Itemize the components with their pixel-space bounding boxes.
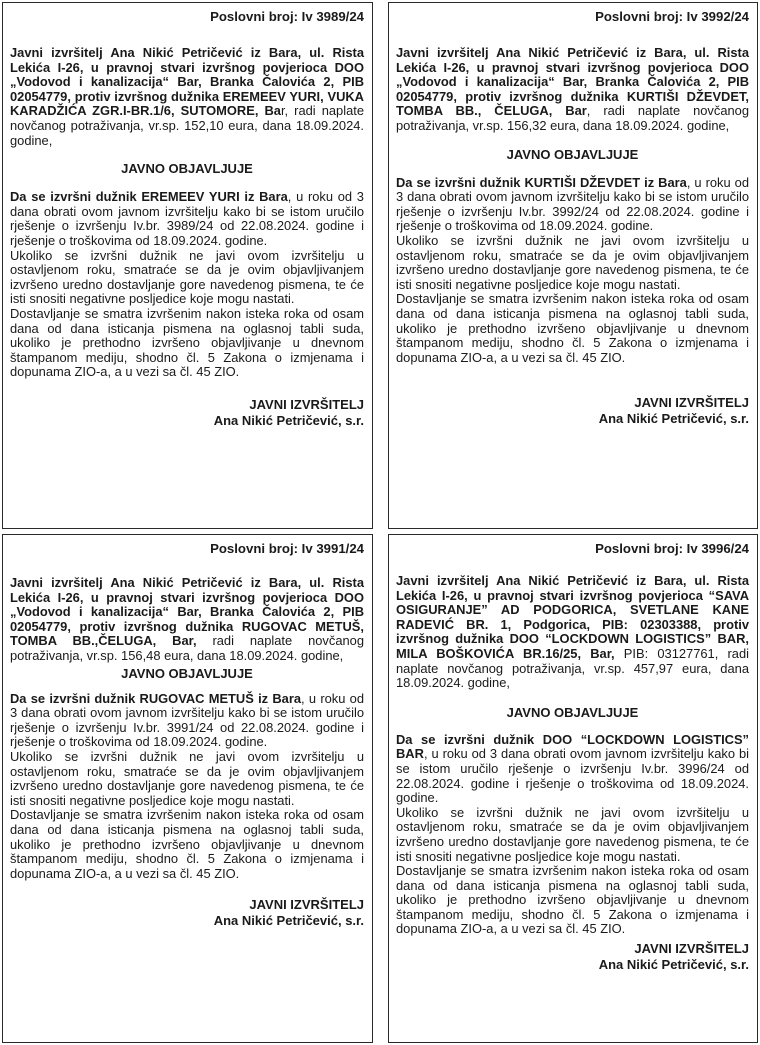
intro-bold-text: Javni izvršitelj Ana Nikić Petričević iz Bara, ul. Rista Lekića I-26, u pravnoj stvari izvršnog povjerioca DOO „Vodovod i kanalizacija“ Bar, Branka Čalovića 2, PIB 02054779, protiv izvršnog dužnika RUGOVAC METUŠ, TOMBA BB.,ČELUGA, Bar, — [10, 575, 364, 649]
notice-heading: JAVNO OBJAVLJUJE — [121, 665, 253, 681]
body-paragraph-1 — [396, 733, 749, 806]
signature-block — [396, 395, 749, 427]
signature-title: JAVNI IZVRŠITELJ — [634, 941, 749, 957]
body-paragraph-2: Ukoliko se izvršni dužnik ne javi ovom izvršitelju u ostavljenom roku, smatraće se da je ovim objavljivanjem izvršeno uredno dostavljanje gore navedenog pismena, te će isti snositi negativne posljedice koje mogu nastati. — [396, 232, 749, 292]
signature-title: JAVNI IZVRŠITELJ — [634, 395, 749, 411]
notice-body — [396, 733, 749, 937]
intro-bold-text: Javni izvršitelj Ana Nikić Petričević iz Bara, ul. Rista Lekića I-26, u pravnoj stvari izvršnog povjerioca “SAVA OSIGURANJE” AD PODGORICA, SVETLANE KANE RADEVIĆ BR. 1, Podgorica, PIB: 02303388, protiv izvršnog dužnika DOO “LOCKDOWN LOGISTICS” BAR, MILA BOŠKOVIĆA BR.16/25, Bar, — [396, 573, 749, 661]
body-paragraph-3: Dostavljanje se smatra izvršenim nakon isteka roka od osam dana od dana isticanja pismena na oglasnoj tabli suda, ukoliko je prethodno izvršeno objavljivanje u dnevnom štampanom mediju, shodno čl. 5 Zakona o izmjenama i dopunama ZIO-a, a u vezi sa čl. 45 ZIO. — [10, 807, 364, 881]
notice-body — [10, 692, 364, 882]
notice-box — [388, 534, 758, 1043]
body-paragraph-3: Dostavljanje se smatra izvršenim nakon isteka roka od osam dana od dana isticanja pismena na oglasnoj tabli suda, ukoliko je prethodno izvršeno objavljivanje u dnevnom štampanom mediju, shodno čl. 5 Zakona o izmjenama i dopunama ZIO-a, a u vezi sa čl. 45 ZIO. — [10, 305, 364, 380]
signature-title: JAVNI IZVRŠITELJ — [249, 396, 364, 412]
body-text: , u roku od 3 dana obrati ovom javnom izvršitelju kako bi se istom uručilo rješenje o izvršenju Iv.br. 3989/24 od 22.08.2024. godine i rješenje o troškovima od 18.09.2024. godine. — [10, 189, 364, 248]
case-number: Poslovni broj: Iv 3996/24 — [595, 541, 749, 556]
notice-intro — [396, 574, 749, 691]
debtor-bold-text: Da se izvršni dužnik EREMEEV YURI iz Bara — [10, 189, 288, 205]
body-text: , u roku od 3 dana obrati ovom javnom izvršitelju kako bi se istom uručilo rješenje o izvršenju Iv.br. 3996/24 od 22.08.2024. godine i rješenje o troškovima od 18.09.2024. godine. — [396, 746, 749, 806]
debtor-bold-text: Da se izvršni dužnik KURTIŠI DŽEVDET iz Bara — [396, 174, 687, 190]
notice-body — [10, 190, 364, 380]
intro-text: , radi naplate novčanog potraživanja, vr.sp. 156,32 eura, dana 18.09.2024. godine, — [396, 103, 749, 133]
intro-text: PIB: 03127761, radi naplate novčanog potraživanja, vr.sp. 457,97 eura, dana 18.09.2024. godine, — [396, 645, 749, 691]
case-number: Poslovni broj: Iv 3989/24 — [210, 9, 364, 24]
debtor-bold-text: Da se izvršni dužnik RUGOVAC METUŠ iz Bara — [10, 690, 302, 706]
intro-bold-text: Javni izvršitelj Ana Nikić Petričević iz Bara, ul. Rista Lekića I-26, u pravnoj stvari izvršnog povjerioca DOO „Vodovod i kanalizacija“ Bar, Branka Čalovića 2, PIB 02054779, protiv izvršnog dužnika KURTIŠI DŽEVDET, TOMBA BB., ČELUGA, Bar — [396, 45, 749, 119]
case-number: Poslovni broj: Iv 3991/24 — [210, 541, 364, 556]
notice-box — [2, 534, 373, 1043]
intro-bold-text: Javni izvršitelj Ana Nikić Petričević iz Bara, ul. Rista Lekića I-26, u pravnoj stvari izvršnog povjerioca DOO „Vodovod i kanalizacija“ Bar, Branka Čalovića 2, PIB 02054779, protiv izvršnog dužnika EREMEEV YURI, VUKA KARADŽIĆA ZGR.I-BR.1/6, SUTOMORE, Ba — [10, 45, 364, 119]
signature-name: Ana Nikić Petričević, s.r. — [598, 411, 749, 427]
notice-heading: JAVNO OBJAVLJUJE — [121, 161, 253, 177]
body-paragraph-1 — [10, 692, 364, 750]
signature-name: Ana Nikić Petričević, s.r. — [598, 957, 749, 973]
body-paragraph-2: Ukoliko se izvršni dužnik ne javi ovom izvršitelju u ostavljenom roku, smatraće se da je ovim objavljivanjem izvršeno uredno dostavljanje gore navedenog pismena, te će isti snositi negativne posljedice koje mogu nastati. — [396, 804, 749, 864]
body-text: , u roku od 3 dana obrati ovom javnom izvršitelju kako bi se istom uručilo rješenje o izvršenju Iv.br. 3991/24 od 22.08.2024. godine i rješenje o troškovima od 18.09.2024. godine. — [10, 690, 364, 750]
signature-title: JAVNI IZVRŠITELJ — [249, 897, 364, 913]
signature-block — [396, 941, 749, 973]
notice-heading: JAVNO OBJAVLJUJE — [506, 704, 639, 720]
body-text: , u roku od 3 dana obrati ovom javnom izvršitelju kako bi se istom uručilo rješenje o izvršenju Iv.br. 3992/24 od 22.08.2024. godine i rješenje o troškovima od 18.09.2024. godine. — [396, 174, 749, 234]
intro-text: radi naplate novčanog potraživanja, vr.sp. 156,48 eura, dana 18.09.2024. godine, — [10, 633, 364, 663]
body-paragraph-1 — [10, 190, 364, 248]
notice-body — [396, 176, 749, 366]
body-paragraph-3: Dostavljanje se smatra izvršenim nakon isteka roka od osam dana od dana isticanja pismena na oglasnoj tabli suda, ukoliko je prethodno izvršeno objavljivanje u dnevnom štampanom mediju, shodno čl. 5 Zakona o izmjenama i dopunama ZIO-a, a u vezi sa čl. 45 ZIO. — [396, 291, 749, 365]
case-number: Poslovni broj: Iv 3992/24 — [595, 9, 749, 24]
notice-intro — [396, 46, 749, 134]
signature-name: Ana Nikić Petričević, s.r. — [213, 412, 364, 428]
body-paragraph-3: Dostavljanje se smatra izvršenim nakon isteka roka od osam dana od dana isticanja pismena na oglasnoj tabli suda, ukoliko je prethodno izvršeno objavljivanje u dnevnom štampanom mediju, shodno čl. 5 Zakona o izmjenama i dopunama ZIO-a, a u vezi sa čl. 45 ZIO. — [396, 863, 749, 937]
debtor-bold-text: Da se izvršni dužnik DOO “LOCKDOWN LOGISTICS” BAR — [396, 731, 749, 762]
notice-intro — [10, 576, 364, 664]
notice-heading: JAVNO OBJAVLJUJE — [506, 146, 639, 162]
notice-box — [2, 2, 373, 529]
intro-text: r, radi naplate novčanog potraživanja, vr.sp. 152,10 eura, dana 18.09.2024. godine, — [10, 103, 364, 148]
body-paragraph-2: Ukoliko se izvršni dužnik ne javi ovom izvršitelju u ostavljenom roku, smatraće se da je ovim objavljivanjem izvršeno uredno dostavljanje gore navedenog pismena, te će isti snositi negativne posljedice koje mogu nastati. — [10, 748, 364, 808]
body-paragraph-2: Ukoliko se izvršni dužnik ne javi ovom izvršitelju u ostavljenom roku, smatraće se da je ovim objavljivanjem izvršeno uredno dostavljanje gore navedenog pismena, te će isti snositi negativne posljedice koje mogu nastati. — [10, 247, 364, 307]
notice-box — [388, 2, 758, 529]
notice-intro — [10, 46, 364, 148]
signature-block — [10, 397, 364, 429]
body-paragraph-1 — [396, 176, 749, 234]
signature-name: Ana Nikić Petričević, s.r. — [213, 913, 364, 929]
signature-block — [10, 897, 364, 929]
